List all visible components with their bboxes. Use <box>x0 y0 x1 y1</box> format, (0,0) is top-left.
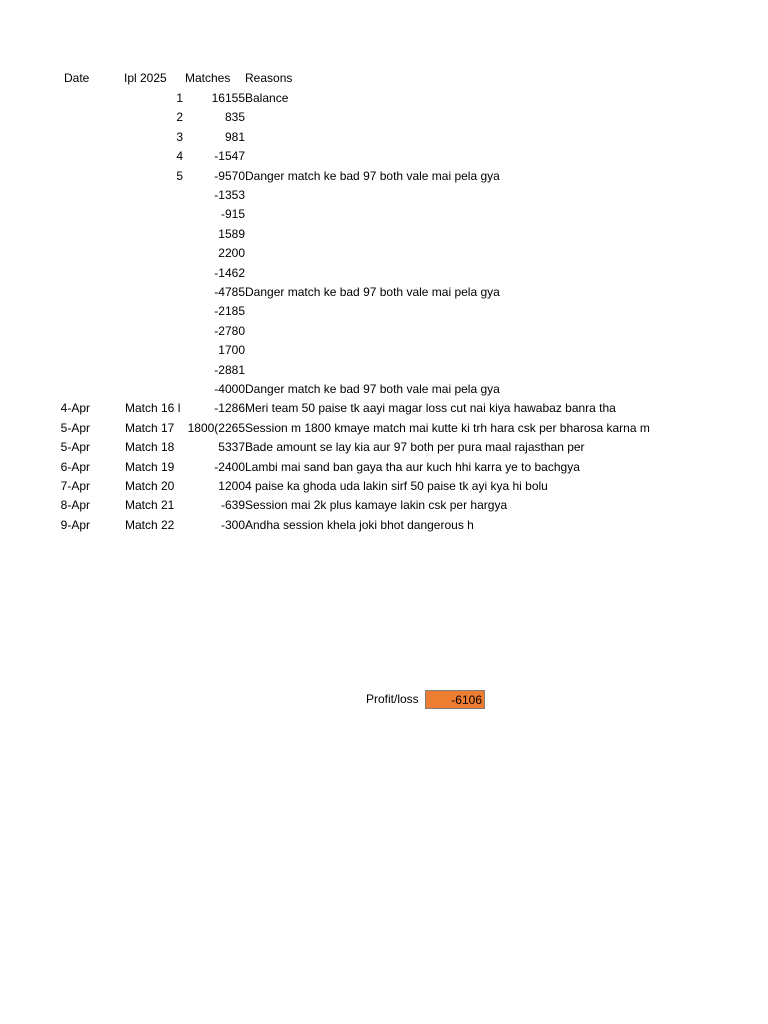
cell-value-wrapper <box>185 147 245 166</box>
cell-value-wrapper <box>185 361 245 380</box>
cell-value[interactable]: 5337 <box>218 440 245 455</box>
table-row <box>0 302 768 321</box>
cell-date[interactable]: 9-Apr <box>60 517 90 532</box>
cell-date[interactable]: 7-Apr <box>60 479 90 493</box>
cell-date[interactable]: 4-Apr <box>60 401 90 416</box>
cell-value-wrapper <box>185 283 245 302</box>
cell-value[interactable]: -4000 <box>214 382 245 396</box>
header-date[interactable]: Date <box>64 71 90 85</box>
header-matches[interactable]: Matches <box>185 71 231 85</box>
cell-value[interactable]: 835 <box>224 110 245 125</box>
cell-value[interactable]: -2780 <box>214 323 245 338</box>
cell-value[interactable]: -4785 <box>214 285 245 299</box>
table-row <box>0 477 768 496</box>
cell-match[interactable]: 2 <box>176 110 183 125</box>
cell-value[interactable]: -1547 <box>214 149 245 164</box>
table-row <box>0 361 768 380</box>
cell-value-wrapper <box>185 380 245 399</box>
header-ipl[interactable]: Ipl 2025 <box>124 71 167 85</box>
cell-value[interactable]: -1462 <box>214 265 245 280</box>
cell-value[interactable]: 1700 <box>218 343 245 358</box>
cell-ipl-wrapper <box>125 458 184 477</box>
table-row <box>0 89 768 108</box>
cell-date[interactable]: 8-Apr <box>60 498 90 513</box>
table-row <box>0 438 768 457</box>
table-row <box>0 380 768 399</box>
cell-ipl[interactable]: Match 20 <box>125 479 175 493</box>
cell-value[interactable]: -2881 <box>214 362 245 377</box>
profit-loss-value[interactable]: -6106 <box>425 690 485 709</box>
table-row <box>0 496 768 515</box>
table-row <box>0 167 768 186</box>
cell-reason[interactable]: 4 paise ka ghoda uda lakin sirf 50 paise tk ayi kya hi bolu <box>245 479 548 493</box>
table-row <box>0 244 768 263</box>
cell-value-wrapper <box>185 264 245 283</box>
cell-date[interactable]: 5-Apr <box>60 420 90 435</box>
table-row <box>0 516 768 535</box>
cell-ipl-wrapper <box>125 516 184 535</box>
table-row <box>0 341 768 360</box>
table-row <box>0 458 768 477</box>
cell-reason[interactable]: Andha session khela joki bhot dangerous h <box>245 517 474 532</box>
cell-reason[interactable]: Session mai 2k plus kamaye lakin csk per hargya <box>245 498 508 513</box>
cell-value-wrapper <box>185 186 245 205</box>
cell-value-wrapper <box>185 438 245 457</box>
header-reasons[interactable]: Reasons <box>245 71 293 85</box>
cell-value-wrapper <box>185 496 245 515</box>
table-row <box>0 399 768 418</box>
cell-ipl[interactable]: Match 22 <box>125 517 175 532</box>
table-row <box>0 205 768 224</box>
cell-ipl-wrapper <box>125 399 184 418</box>
cell-reason[interactable]: Session m 1800 kmaye match mai kutte ki trh hara csk per bharosa karna m <box>245 420 650 435</box>
cell-ipl[interactable]: Match 19 <box>125 459 175 474</box>
cell-reason[interactable]: Danger match ke bad 97 both vale mai pela gya <box>245 168 500 183</box>
cell-value[interactable]: 1589 <box>218 226 245 241</box>
cell-value[interactable]: -300 <box>220 517 245 532</box>
cell-value-wrapper <box>185 225 245 244</box>
cell-ipl-wrapper <box>125 496 184 515</box>
cell-ipl[interactable]: Match 18 <box>125 440 175 455</box>
cell-value[interactable]: 16155 <box>211 91 245 105</box>
cell-reason[interactable]: Meri team 50 paise tk aayi magar loss cut nai kiya hawabaz banra tha <box>245 401 616 416</box>
cell-value-wrapper <box>185 128 245 147</box>
cell-reason[interactable]: Danger match ke bad 97 both vale mai pela gya <box>245 285 500 299</box>
cell-ipl[interactable]: Match 21 <box>125 498 175 513</box>
cell-value[interactable]: 2200 <box>218 246 245 261</box>
table-row <box>0 225 768 244</box>
table-row <box>0 108 768 127</box>
cell-ipl[interactable]: Match 17 <box>125 420 175 435</box>
cell-value-wrapper <box>185 458 245 477</box>
cell-value[interactable]: -1353 <box>214 188 245 202</box>
cell-value-wrapper <box>185 205 245 224</box>
cell-date[interactable]: 6-Apr <box>60 459 90 474</box>
cell-value[interactable]: -2185 <box>214 304 245 319</box>
cell-value-wrapper <box>185 477 245 496</box>
cell-value[interactable]: -2400 <box>214 459 245 474</box>
table-row <box>0 128 768 147</box>
cell-value-wrapper <box>185 516 245 535</box>
cell-value-wrapper <box>185 167 245 186</box>
cell-value[interactable]: -639 <box>220 498 245 513</box>
profit-loss-label[interactable]: Profit/loss <box>366 692 419 706</box>
cell-reason[interactable]: Balance <box>245 91 289 105</box>
table-row <box>0 147 768 166</box>
cell-value-wrapper <box>185 244 245 263</box>
cell-value-wrapper <box>185 322 245 341</box>
cell-reason[interactable]: Bade amount se lay kia aur 97 both per pura maal rajasthan per <box>245 440 585 455</box>
cell-reason[interactable]: Lambi mai sand ban gaya tha aur kuch hhi karra ye to bachgya <box>245 459 580 474</box>
cell-match[interactable]: 4 <box>176 149 183 164</box>
cell-ipl[interactable]: Match 16 l <box>125 401 181 416</box>
cell-ipl-wrapper <box>125 438 184 457</box>
table-row <box>0 322 768 341</box>
cell-value-wrapper <box>185 341 245 360</box>
table-row <box>0 419 768 438</box>
cell-value-wrapper <box>185 399 245 418</box>
table-row <box>0 283 768 302</box>
cell-value-wrapper <box>185 302 245 321</box>
table-row <box>0 264 768 283</box>
cell-value[interactable]: -1286 <box>214 401 245 416</box>
cell-value[interactable]: 1200 <box>218 479 245 493</box>
cell-reason[interactable]: Danger match ke bad 97 both vale mai pela gya <box>245 382 500 396</box>
cell-value-wrapper <box>185 108 245 127</box>
cell-ipl-wrapper <box>125 419 184 438</box>
cell-value[interactable]: 981 <box>224 129 245 144</box>
cell-date[interactable]: 5-Apr <box>60 440 90 455</box>
cell-value-wrapper <box>185 419 245 438</box>
cell-ipl-wrapper <box>125 477 184 496</box>
cell-value[interactable]: -915 <box>220 207 245 222</box>
table-row <box>0 186 768 205</box>
cell-value[interactable]: 1800(2265 <box>187 420 245 435</box>
cell-match[interactable]: 1 <box>176 91 183 105</box>
cell-value-wrapper <box>185 89 245 108</box>
cell-value[interactable]: -9570 <box>214 168 245 183</box>
cell-match[interactable]: 3 <box>176 129 183 144</box>
cell-match[interactable]: 5 <box>176 168 183 183</box>
header-row <box>0 69 768 88</box>
